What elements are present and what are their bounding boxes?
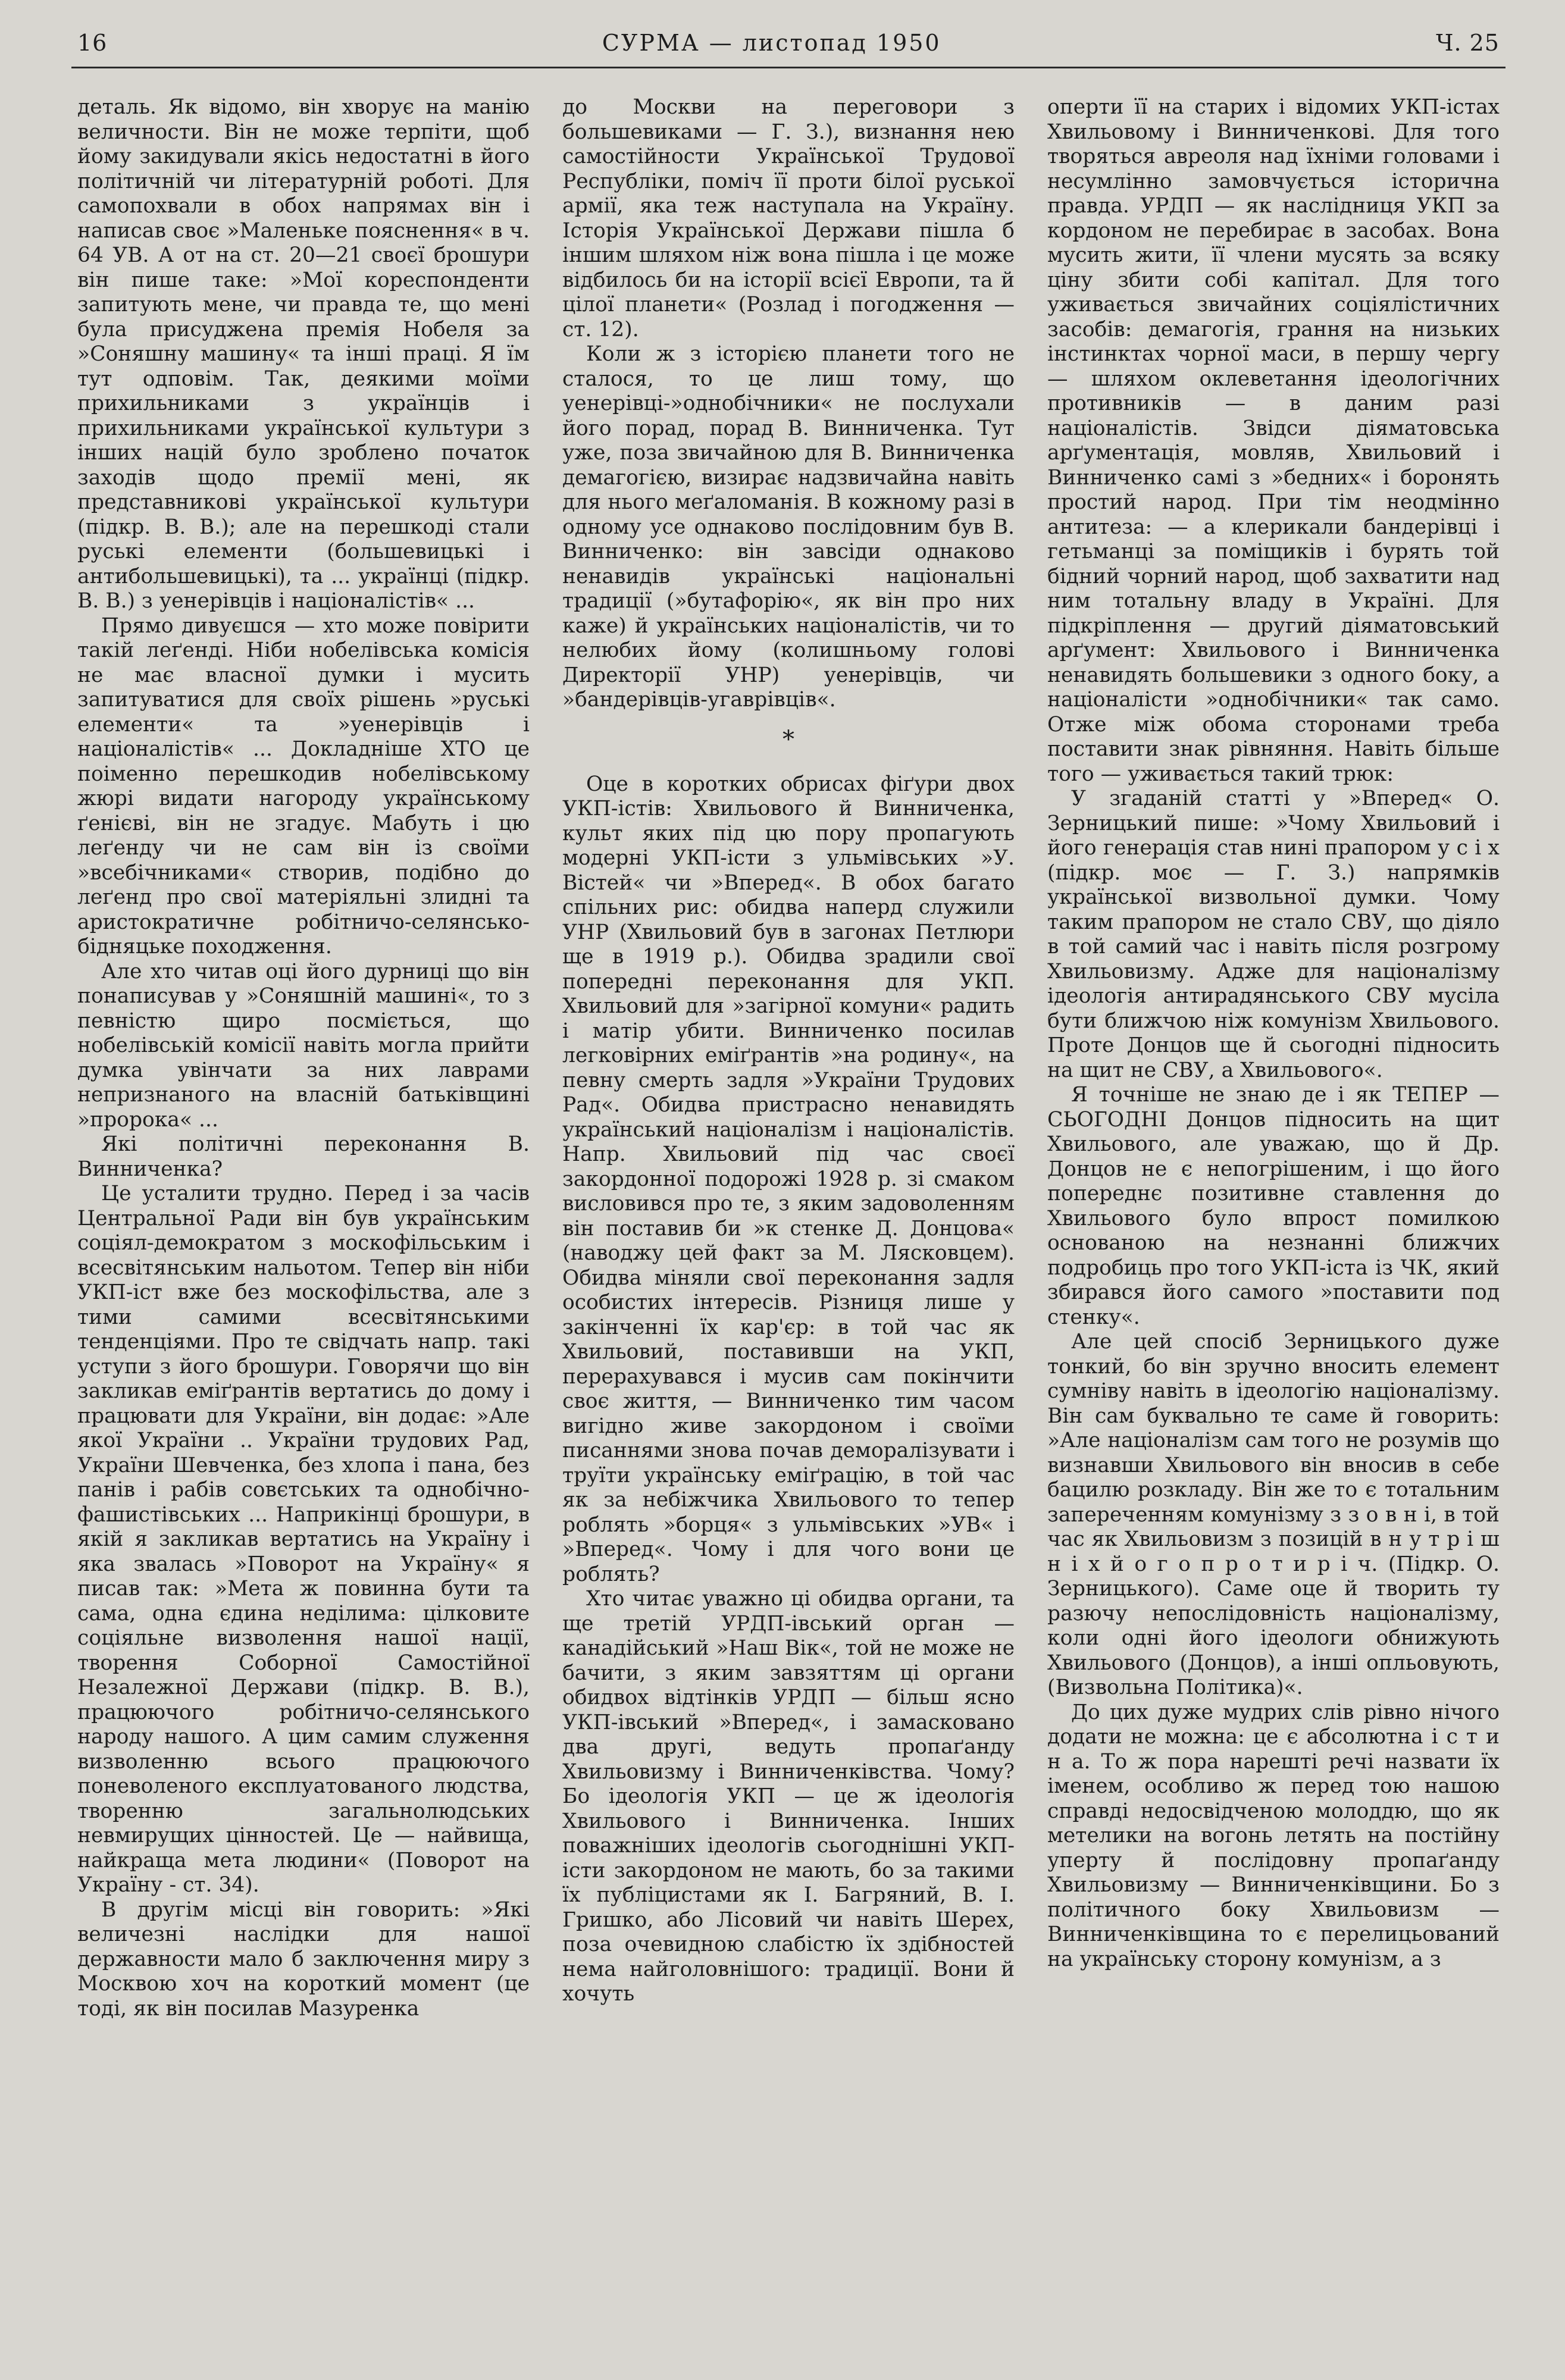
issue-number: Ч. 25: [1436, 30, 1500, 56]
paragraph: Це усталити трудно. Перед і за часів Центральної Ради він був українським соціял-демократом з москофільським і всесвітянським нальотом. Тепер він ніби УКП-іст вже без москофільства, але з тими самими всесвітянськими тенденціями. Про те свідчать напр. такі уступи з його брошури. Говорячи що він закликав еміґрантів вертатись до дому і працювати для України, він додає: »Але якої України .. України трудових Рад, України Шевченка, без хлопа і пана, без панів і рабів совєтських та однобічно-фашистівських ... Наприкінці брошури, в якій я закликав вертатись на Україну і яка звалась »Поворот на Україну« я писав так: »Мета ж повинна бути та сама, одна єдина неділима: цілковите соціяльне визволення нашої нації, творення Соборної Самостійної Незалежної Держави (підкр. В. В.), працюючого робітничо-селянського народу нашого. А цим самим служення визволенню всього працюючого поневоленого експлуатованого людства, творенню загальнолюдських невмирущих цінностей. Це — найвища, найкраща мета людини« (Поворот на Україну - ст. 34).: [77, 1182, 530, 1897]
paragraph: до Москви на переговори з большевиками — Г. З.), визнання нею самостійности Української Трудової Республіки, поміч її проти білої руської армії, яка теж наступала на Україну. Історія Української Держави пішла б іншим шляхом ніж вона пішла і це може відбилось би на історії всієї Европи, та й цілої планети« (Розлад і погодження — ст. 12).: [562, 95, 1015, 342]
paragraph: У згаданій статті у »Вперед« О. Зерницький пише: »Чому Хвильовий і його генерація став нині прапором у с і х (підкр. моє — Г. З.) напрямків української визвольної думки. Чому таким прапором не стало СВУ, що діяло в той самий час і навіть після розгрому Хвильовизму. Адже для націоналізму ідеологія антирадянського СВУ мусіла бути ближчою ніж комунізм Хвильового. Проте Донцов ще й сьогодні підносить на щит не СВУ, а Хвильового«.: [1047, 787, 1500, 1082]
paragraph: Прямо дивуєшся — хто може повірити такій леґенді. Ніби нобелівська комісія не має власної думки і мусить запитуватися для своїх рішень »руські елементи« та »уенерівців і націоналістів« ... Докладніше ХТО це поіменно перешкодив нобелівському жюрі видати нагороду українському ґенієві, він не згадує. Мабуть і цю леґенду чи не сам він із своїми »всебічниками« створив, подібно до леґенд про свої матеріяльні злидні та аристократичне робітничо-селянсько-бідняцьке походження.: [77, 613, 530, 959]
page-header: [77, 30, 1500, 65]
paragraph: Я точніше не знаю де і як ТЕПЕР — СЬОГОДНІ Донцов підносить на щит Хвильового, але уважаю, що й Др. Донцов не є непогрішеним, і що його попереднє позитивне ставлення до Хвильового було впрост помилкою основаною на незнанні ближчих подробиць про того УКП-іста із ЧК, який збирався його самого »поставити под стенку«.: [1047, 1083, 1500, 1329]
paragraph: До цих дуже мудрих слів рівно нічого додати не можна: це є абсолютна і с т и н а. То ж пора нарешті речі назвати їх іменем, особливо ж перед тою нашою справді недосвідченою молоддю, що як метелики на вогонь летять на постійну уперту й послідовну пропаґанду Хвильовизму — Винниченківщини. Бо з політичного боку Хвильовизм — Винниченківщина то є перелицьований на українську сторону комунізм, а з: [1047, 1700, 1500, 1971]
column-2: [562, 95, 1015, 2356]
page-number: 16: [77, 30, 108, 56]
column-3: [1047, 95, 1500, 2356]
paragraph: Але цей спосіб Зерницького дуже тонкий, бо він зручно вносить елемент сумніву навіть в ідеологію націоналізму. Він сам буквально те саме й говорить: »Але націоналізм сам того не розумів що визнавши Хвильового він вносив в себе бацилю розкладу. Він же то є тотальним запереченням комунізму з з о в н і, в той час як Хвильовизм з позицій в н у т р і ш н і х й о г о п р о т и р і ч. (Підкр. О. Зерницького). Саме оце й творить ту разючу непослідовність націоналізму, коли одні його ідеологи обнижують Хвильового (Донцов), а інші опльовують, (Визвольна Політика)«.: [1047, 1330, 1500, 1699]
paragraph: Оце в коротких обрисах фіґури двох УКП-істів: Хвильового й Винниченка, культ яких під цю пору пропагують модерні УКП-істи з ульмівських »У. Вістей« чи »Вперед«. В обох багато спільних рис: обидва наперд служили УНР (Хвильовий був в загонах Петлюри ще в 1919 р.). Обидва зрадили свої попередні переконання для УКП. Хвильовий для »загірної комуни« радить і матір убити. Винниченко посилав легковірних еміґрантів »на родину«, на певну смерть задля »України Трудових Рад«. Обидва пристрасно ненавидять український націоналізм і націоналістів. Напр. Хвильовий під час своєї закордонної подорожі 1928 р. зі смаком висловився про те, з яким задоволенням він поставив би »к стенке Д. Донцова« (наводжу цей факт за М. Лясковцем). Обидва міняли свої переконання задля особистих інтересів. Різниця лише у закінченні їх кар'єр: в той час як Хвильовий, поставивши на УКП, перерахувався і мусив сам покінчити своє життя, — Винниченко тим часом вигідно живе закордоном і своїми писаннями знова почав деморалізувати і труїти українську еміґрацію, в той час як за небіжчика Хвильового то тепер роблять »борця« з ульмівських »УВ« і »Вперед«. Чому і для чого вони це роблять?: [562, 772, 1015, 1586]
paragraph: В другім місці він говорить: »Які величезні наслідки для нашої державности мало б заключення миру з Москвою хоч на короткий момент (це тоді, як він посилав Мазуренка: [77, 1897, 530, 2021]
paragraph: деталь. Як відомо, він хворує на манію величности. Він не може терпіти, щоб йому закидували якісь недостатні в його політичній чи літературній роботі. Для самопохвали в обох напрямах він і написав своє »Маленьке пояснення« в ч. 64 УВ. А от на ст. 20—21 своєї брошури він пише таке: »Мої кореспонденти запитують мене, чи правда те, що мені була присуджена премія Нобеля за »Соняшну машину« та інші праці. Я їм тут одповім. Так, деякими моїми прихильниками з українців і прихильниками української культури з інших націй було зроблено початок заходів щодо премії мені, як представникові української культури (підкр. В. В.); але на перешкоді стали руські елементи (большевицькі і антибольшевицькі), та ... українці (підкр. В. В.) з уенерівців і націоналістів« ...: [77, 95, 530, 613]
paragraph: Коли ж з історією планети того не сталося, то це лиш тому, що уенерівці-»однобічники« не послухали його порад, порад В. Винниченка. Тут уже, поза звичайною для В. Винниченка демагогією, визирає надзвичайна навіть для нього меґаломанія. В кожному разі в одному усе однаково послідовним був В. Винниченко: він завсіди однаково ненавидів українські національні традиції (»бутафорію«, як він про них каже) й українських націоналістів, чи то нелюбих йому (колишньому голові Директорії УНР) уенерівців, чи »бандерівців-угаврівців«.: [562, 342, 1015, 712]
paragraph: оперти її на старих і відомих УКП-істах Хвильовому і Винниченкові. Для того творяться авреоля над їхніми головами і несумлінно замовчується історична правда. УРДП — як наслідниця УКП за кордоном не перебирає в засобах. Вона мусить жити, її члени мусять за всяку ціну збити собі капітал. Для того уживається звичайних соціялістичних засобів: демагогія, грання на низьких інстинктах чорної маси, в першу чергу — шляхом оклеветання ідеологічних противників — в даним разі націоналістів. Звідси діяматовська арґументація, мовляв, Хвильовий і Винниченко самі з »бедних« і боронять простий народ. При тім неодмінно антитеза: — а клерикали бандерівці і гетьманці за поміщиків і бурять той бідний чорний народ, щоб захватити над ним тотальну владу в Україні. Для підкріплення — другий діяматовський арґумент: Хвильового і Винниченка ненавидять большевики з одного боку, а націоналісти »однобічники« так само. Отже між обома сторонами треба поставити знак рівняння. Навіть більше того — уживається такий трюк:: [1047, 95, 1500, 786]
header-rule: [71, 67, 1505, 68]
paragraph: Які політичні переконання В. Винниченка?: [77, 1132, 530, 1181]
article-columns: [77, 95, 1500, 2356]
paragraph: Хто читає уважно ці обидва органи, та ще третій УРДП-івський орган — канадійський »Наш Вік«, той не може не бачити, з яким завзяттям ці органи обидвох відтінків УРДП — більш ясно УКП-івський »Вперед«, і замасковано два другі, ведуть пропаґанду Хвильовизму і Винниченківства. Чому? Бо ідеологія УКП — це ж ідеологія Хвильового і Винниченка. Інших поважніших ідеологів сьогоднішні УКП-істи закордоном не мають, бо за такими їх публіцистами як І. Багряний, В. І. Гришко, або Лісовий чи навіть Шерех, поза очевидною слабістю їх здібностей нема найголовнішого: традиції. Вони й хочуть: [562, 1587, 1015, 2006]
column-1: [77, 95, 530, 2356]
paragraph: Але хто читав оці його дурниці що він понаписував у »Соняшній машині«, то з певністю щиро посміється, що нобелівській комісії навіть могла прийти думка увінчати за них лаврами непризнаного на власній батьківщині »пророка« ...: [77, 959, 530, 1132]
section-divider-asterisk: *: [782, 725, 794, 753]
running-title: СУРМА — листопад 1950: [602, 30, 941, 56]
